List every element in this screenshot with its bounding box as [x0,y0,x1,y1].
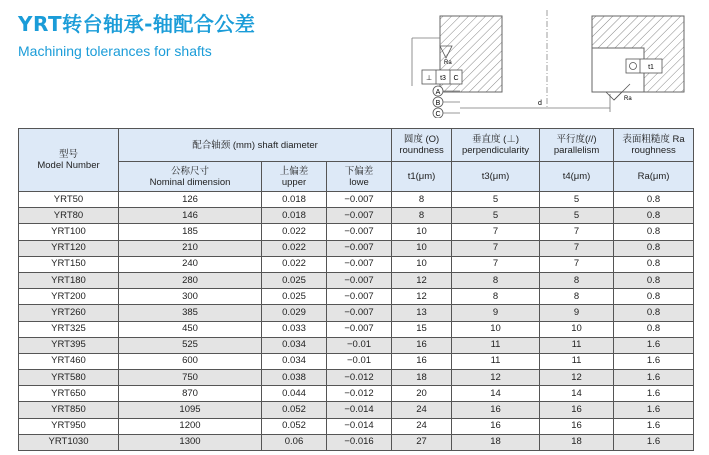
table-cell: 0.029 [262,305,327,321]
table-cell: 5 [452,208,540,224]
table-row [19,240,694,256]
table-cell: 14 [452,386,540,402]
table-cell: YRT650 [19,386,119,402]
table-cell: 385 [119,305,262,321]
header-t4: t4(μm) [540,162,614,192]
table-cell: YRT1030 [19,434,119,450]
table-cell: 7 [452,256,540,272]
header-roundness: 圆度 (O) roundness [392,129,452,162]
table-cell: 12 [452,370,540,386]
table-cell: 0.8 [614,208,694,224]
table-cell: 12 [540,370,614,386]
table-cell: 1.6 [614,370,694,386]
table-row [19,337,694,353]
table-cell: 0.8 [614,256,694,272]
table-cell: 1.6 [614,402,694,418]
page-title: YRT转台轴承-轴配合公差 [18,12,256,36]
table-row [19,224,694,240]
header-roughness: 表面粗糙度 Ra roughness [614,129,694,162]
table-cell: 280 [119,272,262,288]
table-cell: 0.022 [262,224,327,240]
tolerance-table [18,128,694,451]
table-cell: −0.007 [327,192,392,208]
table-cell: YRT325 [19,321,119,337]
table-cell: 12 [392,289,452,305]
table-row [19,434,694,450]
table-cell: 7 [452,240,540,256]
table-row [19,386,694,402]
table-cell: 750 [119,370,262,386]
table-cell: 0.06 [262,434,327,450]
table-row [19,289,694,305]
table-cell: 11 [540,353,614,369]
table-cell: 1.6 [614,353,694,369]
datum-a-label: A [435,89,441,96]
table-cell: 16 [452,402,540,418]
table-cell: 870 [119,386,262,402]
table-cell: 8 [392,192,452,208]
table-cell: YRT850 [19,402,119,418]
ra-right-label: Ra [624,96,632,102]
table-cell: −0.01 [327,353,392,369]
table-cell: 1.6 [614,337,694,353]
table-row [19,208,694,224]
table-cell: 12 [392,272,452,288]
table-cell: 24 [392,402,452,418]
table-cell: YRT950 [19,418,119,434]
table-row [19,321,694,337]
table-cell: 600 [119,353,262,369]
header-perpendicularity: 垂直度 (⊥) perpendicularity [452,129,540,162]
table-cell: −0.007 [327,240,392,256]
table-cell: 18 [452,434,540,450]
table-cell: 11 [452,353,540,369]
table-cell: 0.022 [262,256,327,272]
table-cell: YRT200 [19,289,119,305]
table-cell: 126 [119,192,262,208]
table-cell: 10 [392,240,452,256]
table-cell: 14 [540,386,614,402]
table-cell: 1095 [119,402,262,418]
table-cell: −0.007 [327,224,392,240]
table-cell: 185 [119,224,262,240]
table-cell: YRT395 [19,337,119,353]
table-cell: −0.007 [327,289,392,305]
table-cell: 15 [392,321,452,337]
table-cell: 9 [452,305,540,321]
table-cell: −0.007 [327,305,392,321]
table-cell: 7 [540,240,614,256]
table-cell: 1200 [119,418,262,434]
header-lower: 下偏差 lowe [327,162,392,192]
table-cell: 8 [540,289,614,305]
table-cell: −0.007 [327,272,392,288]
table-cell: −0.012 [327,370,392,386]
table-cell: 8 [540,272,614,288]
table-row [19,192,694,208]
table-cell: 0.044 [262,386,327,402]
table-cell: 0.8 [614,192,694,208]
shaft-tolerance-drawing [400,8,700,118]
table-cell: 0.8 [614,224,694,240]
table-cell: 1.6 [614,386,694,402]
table-cell: 18 [392,370,452,386]
table-cell: 0.034 [262,337,327,353]
table-cell: −0.014 [327,402,392,418]
table-cell: YRT580 [19,370,119,386]
table-cell: YRT180 [19,272,119,288]
table-cell: 16 [540,418,614,434]
table-cell: YRT80 [19,208,119,224]
table-cell: 7 [540,224,614,240]
table-cell: 450 [119,321,262,337]
table-cell: 210 [119,240,262,256]
t1-frame [626,59,662,73]
table-cell: 5 [540,192,614,208]
table-cell: 1.6 [614,434,694,450]
table-cell: 5 [452,192,540,208]
table-cell: 24 [392,418,452,434]
table-cell: 11 [452,337,540,353]
table-cell: 0.022 [262,240,327,256]
table-cell: 1300 [119,434,262,450]
table-cell: YRT150 [19,256,119,272]
header-ra: Ra(μm) [614,162,694,192]
table-cell: −0.016 [327,434,392,450]
table-cell: YRT460 [19,353,119,369]
table-row [19,402,694,418]
t3-label: t3 [440,75,446,82]
table-cell: 7 [540,256,614,272]
datum-b-label: B [435,100,441,107]
table-row [19,256,694,272]
table-cell: 0.8 [614,305,694,321]
table-cell: 240 [119,256,262,272]
table-cell: 300 [119,289,262,305]
table-cell: 13 [392,305,452,321]
header-upper: 上偏差 upper [262,162,327,192]
table-cell: 8 [392,208,452,224]
header-model: 型号 Model Number [19,129,119,192]
table-cell: YRT50 [19,192,119,208]
table-cell: 10 [392,224,452,240]
t3-datum-label: C [453,75,459,82]
table-cell: −0.012 [327,386,392,402]
header-parallelism: 平行度(//) parallelism [540,129,614,162]
header-t1: t1(μm) [392,162,452,192]
table-cell: 5 [540,208,614,224]
ra-left-label: Ra [444,60,452,66]
table-cell: −0.01 [327,337,392,353]
table-cell: 27 [392,434,452,450]
diameter-label: d [538,100,542,107]
header-nominal: 公称尺寸 Nominal dimension [119,162,262,192]
table-cell: 0.034 [262,353,327,369]
table-cell: YRT120 [19,240,119,256]
table-cell: 0.8 [614,321,694,337]
header-shaft-diameter: 配合轴颈 (mm) shaft diameter [119,129,392,162]
table-cell: 0.8 [614,272,694,288]
table-cell: YRT100 [19,224,119,240]
table-cell: 16 [392,337,452,353]
table-row [19,370,694,386]
table-cell: 0.018 [262,192,327,208]
table-cell: 11 [540,337,614,353]
table-cell: 0.8 [614,289,694,305]
table-cell: 0.8 [614,240,694,256]
table-cell: 0.052 [262,402,327,418]
table-row [19,272,694,288]
table-cell: 8 [452,289,540,305]
table-cell: 16 [540,402,614,418]
table-cell: 525 [119,337,262,353]
table-cell: YRT260 [19,305,119,321]
table-cell: 1.6 [614,418,694,434]
table-cell: 16 [452,418,540,434]
table-cell: 20 [392,386,452,402]
table-cell: −0.007 [327,321,392,337]
table-cell: 0.025 [262,272,327,288]
table-cell: 16 [392,353,452,369]
t1-label: t1 [648,64,654,71]
table-cell: −0.007 [327,256,392,272]
table-cell: 0.038 [262,370,327,386]
table-cell: 8 [452,272,540,288]
table-cell: 7 [452,224,540,240]
table-row [19,353,694,369]
table-cell: 0.033 [262,321,327,337]
table-cell: 0.025 [262,289,327,305]
table-cell: 10 [452,321,540,337]
table-row [19,305,694,321]
table-cell: 10 [392,256,452,272]
table-cell: 0.018 [262,208,327,224]
table-cell: −0.014 [327,418,392,434]
table-cell: −0.007 [327,208,392,224]
svg-text:⊥: ⊥ [425,75,433,82]
table-row [19,418,694,434]
table-cell: 10 [540,321,614,337]
page-subtitle: Machining tolerances for shafts [18,43,212,59]
table-cell: 9 [540,305,614,321]
datum-c-label: C [435,111,441,118]
table-cell: 18 [540,434,614,450]
table-cell: 0.052 [262,418,327,434]
table-cell: 146 [119,208,262,224]
header-t3: t3(μm) [452,162,540,192]
table-body [19,192,694,451]
